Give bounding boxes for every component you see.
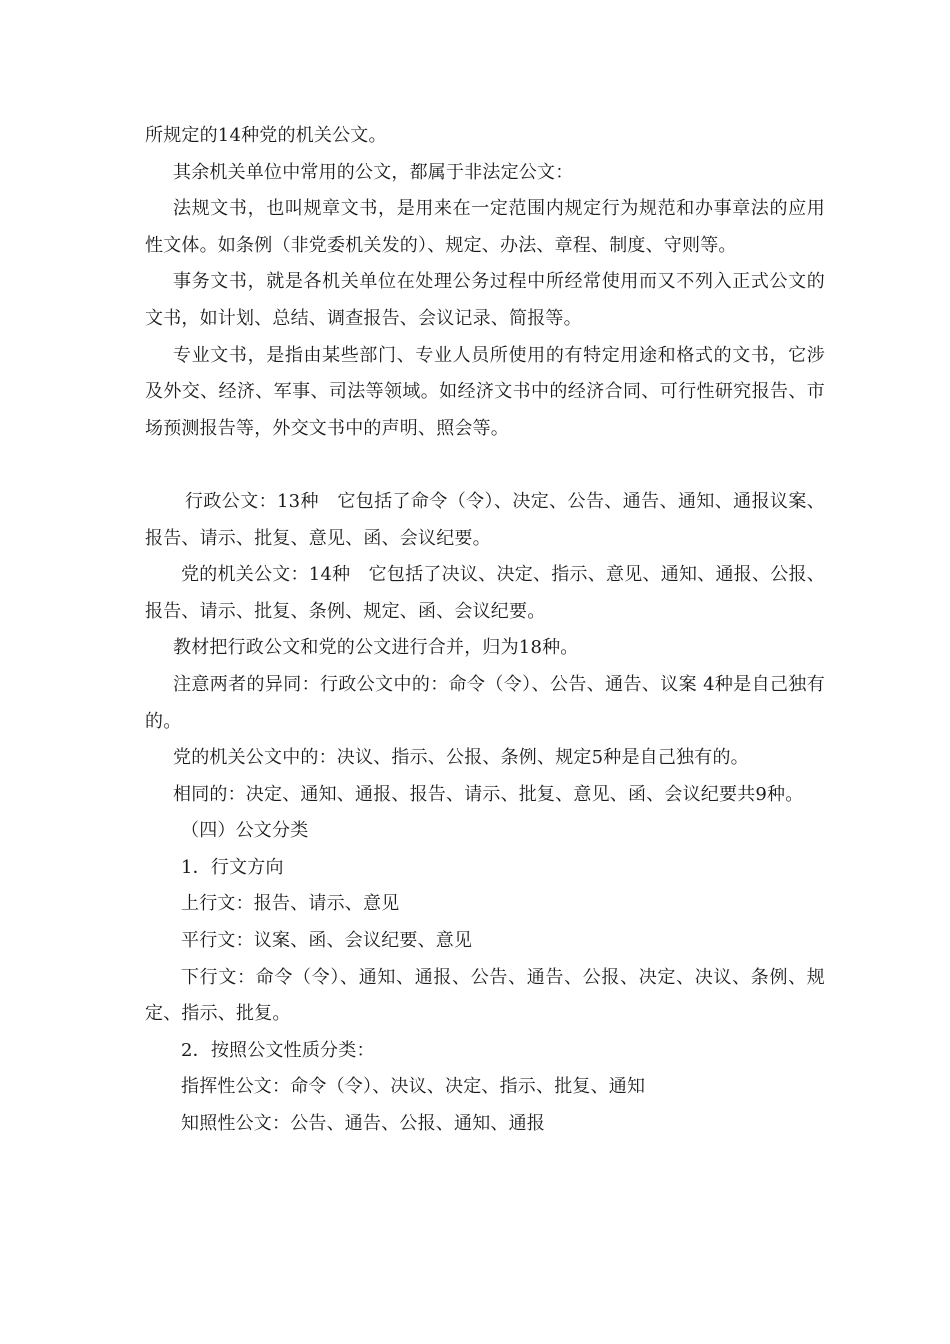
paragraph-upward: 上行文：报告、请示、意见: [181, 893, 400, 915]
paragraph-non-statutory-intro: 其余机关单位中常用的公文，都属于非法定公文：: [173, 161, 574, 183]
paragraph-regulatory-documents: 法规文书，也叫规章文书，是用来在一定范围内规定行为规范和办事章法的应用性文体。如条例（非党委机关发的）、规定、办法、章程、制度、守则等。: [145, 198, 825, 256]
paragraph-party-unique: 党的机关公文中的：决议、指示、公报、条例、规定5种是自己独有的。: [173, 747, 749, 769]
section-heading-classification: （四）公文分类: [181, 820, 309, 842]
paragraph-continuation: 所规定的14种党的机关公文。: [145, 125, 387, 146]
subheading-direction: 1．行文方向: [181, 856, 284, 878]
document-body: [145, 118, 825, 1143]
blank-line: [145, 447, 825, 484]
paragraph-downward: 下行文：命令（令）、通知、通报、公告、通告、公报、决定、决议、条例、规定、指示、批复。: [145, 966, 825, 1025]
paragraph-administrative-docs: 行政公文：13种 它包括了命令（令）、决定、公告、通告、通知、通报议案、报告、请示、批复、意见、函、会议纪要。: [145, 490, 825, 549]
paragraph-party-docs: 党的机关公文：14种 它包括了决议、决定、指示、意见、通知、通报、公报、报告、请示、批复、条例、规定、函、会议纪要。: [145, 564, 825, 622]
subheading-nature: 2．按照公文性质分类：: [181, 1039, 375, 1061]
paragraph-merged-18: 教材把行政公文和党的公文进行合并，归为18种。: [173, 637, 579, 659]
paragraph-informative: 知照性公文：公告、通告、公报、通知、通报: [181, 1113, 545, 1135]
paragraph-parallel: 平行文：议案、函、会议纪要、意见: [181, 930, 473, 952]
paragraph-affairs-documents: 事务文书，就是各机关单位在处理公务过程中所经常使用而又不列入正式公文的文书，如计划、总结、调查报告、会议记录、简报等。: [145, 271, 825, 329]
paragraph-differences: 注意两者的异同：行政公文中的：命令（令）、公告、通告、议案 4种是自己独有的。: [145, 673, 825, 732]
paragraph-directive: 指挥性公文：命令（令）、决议、决定、指示、批复、通知: [181, 1076, 646, 1098]
paragraph-professional-documents: 专业文书，是指由某些部门、专业人员所使用的有特定用途和格式的文书，它涉及外交、经济、军事、司法等领域。如经济文书中的经济合同、可行性研究报告、市场预测报告等，外交文书中的声明、照会等。: [145, 344, 825, 439]
paragraph-common: 相同的：决定、通知、通报、报告、请示、批复、意见、函、会议纪要共9种。: [173, 783, 804, 805]
